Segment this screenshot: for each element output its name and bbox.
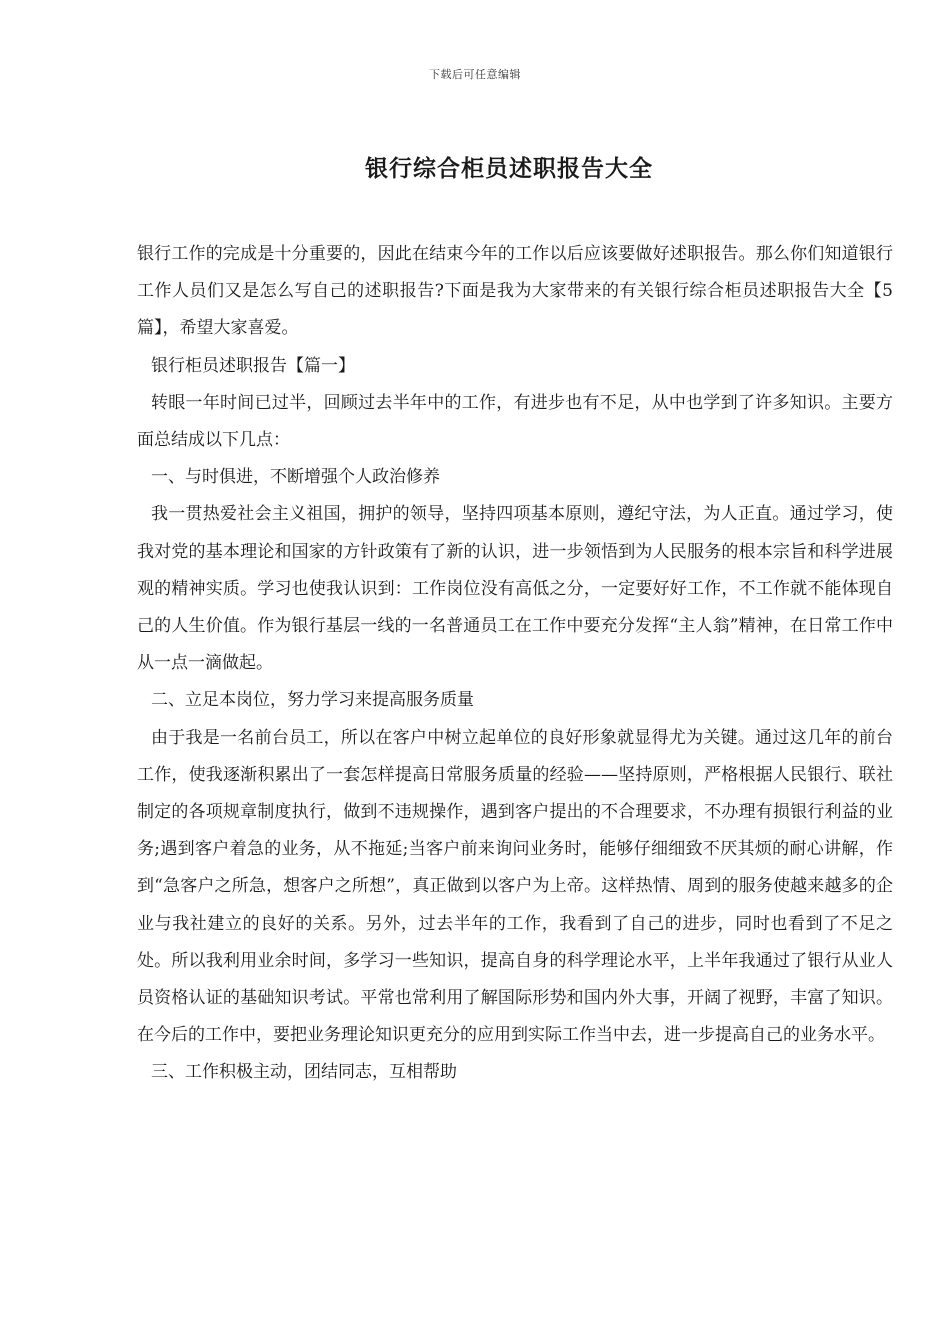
body-paragraph: 转眼一年时间已过半，回顾过去半年中的工作，有进步也有不足，从中也学到了许多知识。主要方面总结成以下几点： [137, 392, 893, 451]
page-header-note: 下载后可任意编辑 [429, 68, 521, 81]
document-title: 银行综合柜员述职报告大全 [365, 155, 653, 182]
body-paragraph: 由于我是一名前台员工，所以在客户中树立起单位的良好形象就显得尤为关键。通过这几年的前台工作，使我逐渐积累出了一套怎样提高日常服务质量的经验——坚持原则，严格根据人民银行、联社制定的各项规章制度执行，做到不违规操作，遇到客户提出的不合理要求，不办理有损银行利益的业务;遇到客户着急的业务，从不拖延;当客户前来询问业务时，能够仔细细致不厌其烦的耐心讲解，作到“急客户之所急，想客户之所想”，真正做到以客户为上帝。这样热情、周到的服务使越来越多的企业与我社建立的良好的关系。另外，过去半年的工作，我看到了自己的进步，同时也看到了不足之处。所以我利用业余时间，多学习一些知识，提高自身的科学理论水平，上半年我通过了银行从业人员资格认证的基础知识考试。平常也常利用了解国际形势和国内外大事，开阔了视野，丰富了知识。在今后的工作中，要把业务理论知识更充分的应用到实际工作当中去，进一步提高自己的业务水平。 [137, 727, 893, 1046]
section-heading-part-one: 银行柜员述职报告【篇一】 [151, 355, 355, 376]
section-heading-3: 三、工作积极主动，团结同志，互相帮助 [151, 1062, 457, 1083]
document-body [137, 236, 893, 1092]
section-heading-2: 二、立足本岗位，努力学习来提高服务质量 [151, 690, 474, 711]
body-paragraph: 我一贯热爱社会主义祖国，拥护的领导，坚持四项基本原则，遵纪守法，为人正直。通过学习，使我对党的基本理论和国家的方针政策有了新的认识，进一步领悟到为人民服务的根本宗旨和科学进展观的精神实质。学习也使我认识到：工作岗位没有高低之分，一定要好好工作，不工作就不能体现自己的人生价值。作为银行基层一线的一名普通员工在工作中要充分发挥“主人翁”精神，在日常工作中从一点一滴做起。 [137, 504, 893, 674]
section-heading-1: 一、与时俱进，不断增强个人政治修养 [151, 467, 440, 488]
intro-paragraph: 银行工作的完成是十分重要的，因此在结束今年的工作以后应该要做好述职报告。那么你们知道银行工作人员们又是怎么写自己的述职报告?下面是我为大家带来的有关银行综合柜员述职报告大全【5篇】，希望大家喜爱。 [137, 244, 893, 339]
